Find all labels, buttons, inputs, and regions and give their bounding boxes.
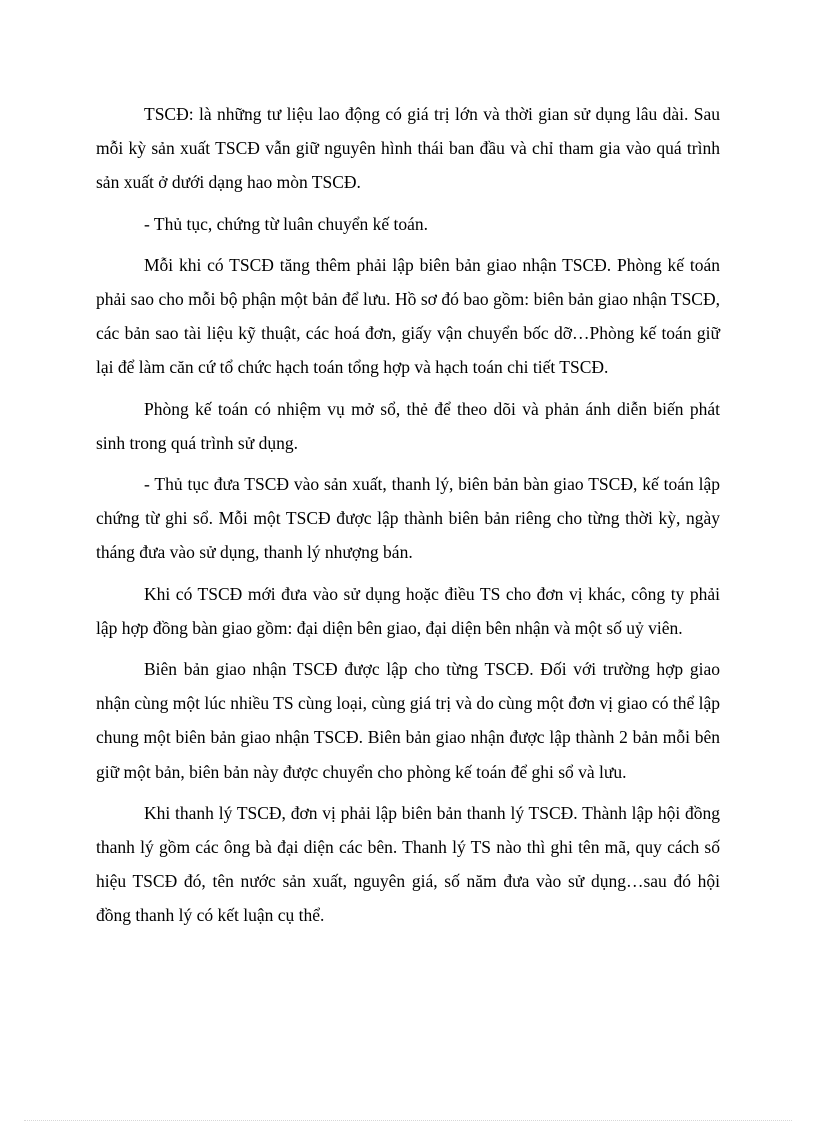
paragraph-tscd-definition: TSCĐ: là những tư liệu lao động có giá trị lớn và thời gian sử dụng lâu dài. Sau mỗi kỳ sản xuất TSCĐ vẫn giữ nguyên hình thái ban đầu và chỉ tham gia vào quá trình sản xuất ở dưới dạng hao mòn TSCĐ.: [96, 104, 720, 193]
paragraph-new-asset-contract: Khi có TSCĐ mới đưa vào sử dụng hoặc điều TS cho đơn vị khác, công ty phải lập hợp đồng bàn giao gồm: đại diện bên giao, đại diện bên nhận và một số uỷ viên.: [96, 583, 720, 638]
paragraph-handover-minutes: Biên bản giao nhận TSCĐ được lập cho từng TSCĐ. Đối với trường hợp giao nhận cùng một lúc nhiều TS cùng loại, cùng giá trị và do cùng một đơn vị giao có thể lập chung một biên bản giao nhận TSCĐ. Biên bản giao nhận được lập thành 2 bản mỗi bên giữ một bản, biên bản này được chuyển cho phòng kế toán để ghi sổ và lưu.: [96, 659, 720, 782]
document-body: [96, 97, 720, 933]
paragraph-liquidation: Khi thanh lý TSCĐ, đơn vị phải lập biên bản thanh lý TSCĐ. Thành lập hội đồng thanh lý gồm các ông bà đại diện các bên. Thanh lý TS nào thì ghi tên mã, quy cách số hiệu TSCĐ đó, tên nước sản xuất, nguyên giá, số năm đưa vào sử dụng…sau đó hội đồng thanh lý có kết luận cụ thể.: [96, 802, 720, 926]
paragraph-handover-records: Mỗi khi có TSCĐ tăng thêm phải lập biên bản giao nhận TSCĐ. Phòng kế toán phải sao cho mỗi bộ phận một bản để lưu. Hồ sơ đó bao gồm: biên bản giao nhận TSCĐ, các bản sao tài liệu kỹ thuật, các hoá đơn, giấy vận chuyển bốc dỡ…Phòng kế toán giữ lại để làm căn cứ tổ chức hạch toán tổng hợp và hạch toán chi tiết TSCĐ.: [96, 254, 720, 378]
paragraph-production-procedure: - Thủ tục đưa TSCĐ vào sản xuất, thanh lý, biên bản bàn giao TSCĐ, kế toán lập chứng từ ghi sổ. Mỗi một TSCĐ được lập thành biên bản riêng cho từng thời kỳ, ngày tháng đưa vào sử dụng, thanh lý nhượng bán.: [96, 474, 720, 563]
paragraph-accounting-duties: Phòng kế toán có nhiệm vụ mở sổ, thẻ để theo dõi và phản ánh diễn biến phát sinh trong quá trình sử dụng.: [96, 398, 720, 453]
paragraph-procedure-heading: - Thủ tục, chứng từ luân chuyển kế toán.: [144, 213, 428, 234]
page-bottom-divider: [24, 1120, 792, 1121]
